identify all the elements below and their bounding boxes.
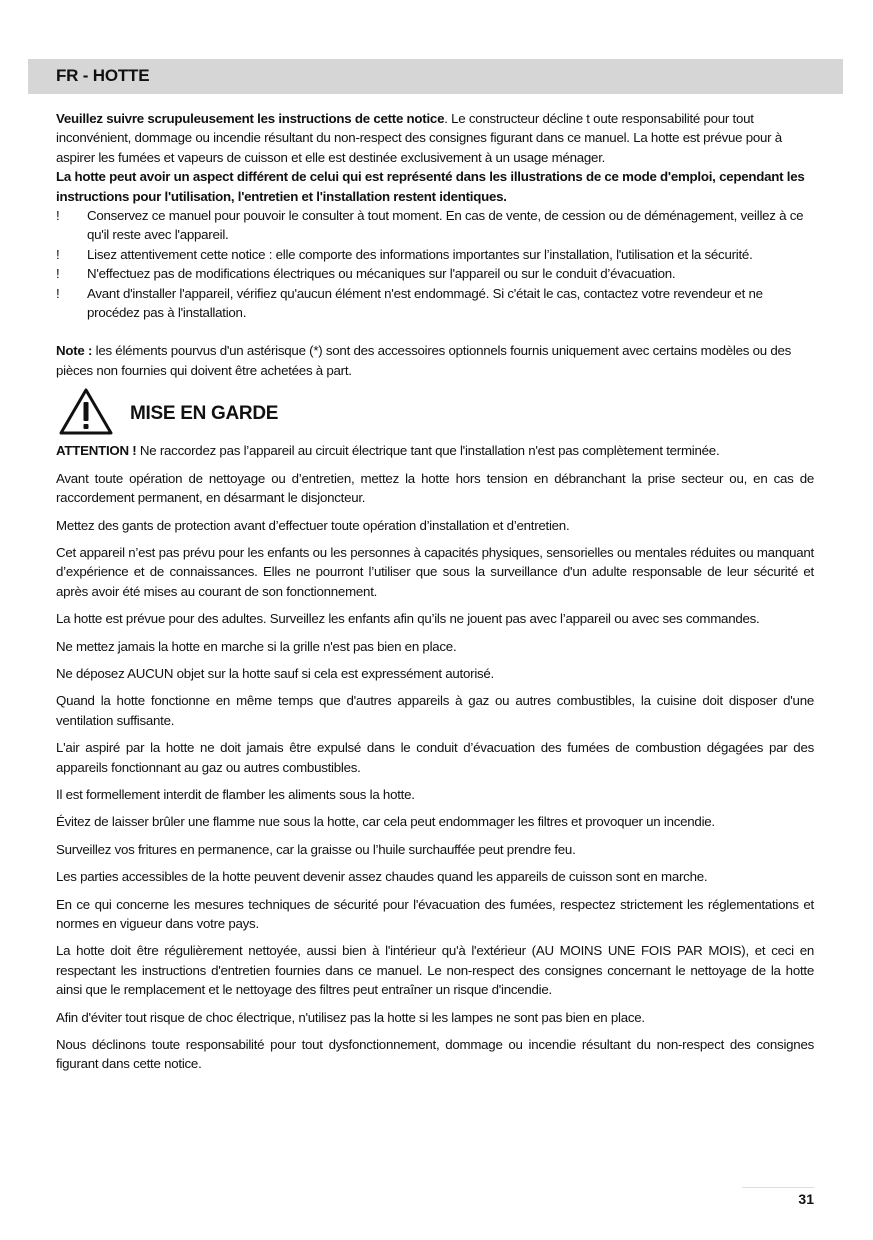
note-paragraph [56,341,814,380]
page-content [56,109,814,1074]
attention-text: Ne raccordez pas l’appareil au circuit électrique tant que l'installation n'est pas complètement terminée. [136,443,720,459]
list-item [56,264,814,283]
note-text: les éléments pourvus d'un astérisque (*) sont des accessoires optionnels fournis uniquement avec certains modèles ou des pièces non fournies qui doivent être achetées à part. [56,343,792,378]
warning-paragraph: Surveillez vos fritures en permanence, car la graisse ou l’huile surchauffée peut prendre feu. [56,841,576,857]
intro-bold-notice: La hotte peut avoir un aspect différent de celui qui est représenté dans les illustrations de ce mode d'emploi, cependant les instructions pour l'utilisation, l'entretien et l'installation restent identiques. [56,169,805,204]
section-header-bar [28,59,843,94]
footer-divider [742,1187,814,1188]
warning-paragraph: Avant toute opération de nettoyage ou d’entretien, mettez la hotte hors tension en débranchant la prise secteur ou, en cas de raccordement permanent, en désarmant le disjoncteur. [56,470,814,506]
warning-paragraph: Afin d'éviter tout risque de choc électrique, n'utilisez pas la hotte si les lampes ne sont pas bien en place. [56,1009,645,1025]
bullet-text: N'effectuez pas de modifications électriques ou mécaniques sur l'appareil ou sur le conduit d’évacuation. [87,266,676,282]
list-item [56,206,814,245]
warning-heading [56,387,814,435]
warning-paragraph: La hotte est prévue pour des adultes. Surveillez les enfants afin qu’ils ne jouent pas avec l’appareil ou avec ses commandes. [56,611,760,627]
list-item [56,245,814,264]
bullet-text: Avant d'installer l'appareil, vérifiez qu'aucun élément n'est endommagé. Si c'était le cas, contactez votre revendeur et ne procédez pas à l'installation. [87,285,763,321]
intro-bold-lead: Veuillez suivre scrupuleusement les instructions de cette notice [56,111,445,126]
warning-paragraph: Les parties accessibles de la hotte peuvent devenir assez chaudes quand les appareils de cuisson sont en marche. [56,869,708,885]
bullet-text: Conservez ce manuel pour pouvoir le consulter à tout moment. En cas de vente, de cession ou de déménagement, veillez à ce qu'il reste avec l'appareil. [87,208,804,243]
bullet-mark: ! [56,246,60,262]
warning-paragraph: Ne déposez AUCUN objet sur la hotte sauf si cela est expressément autorisé. [56,665,495,681]
warning-paragraph: Cet appareil n’est pas prévu pour les enfants ou les personnes à capacités physiques, sensorielles ou mentales réduites ou manquant d’expérience et de connaissances. Elles ne pourront l’utiliser que sous la surveillance d'un adulte responsable de leur sécurité et après avoir été mises au courant de son fonctionnement. [56,544,814,599]
bullet-text: Lisez attentivement cette notice : elle comporte des informations importantes sur l’installation, l'utilisation et la sécurité. [87,246,753,262]
attention-label: ATTENTION ! [56,443,137,459]
warning-paragraph: Il est formellement interdit de flamber les aliments sous la hotte. [56,786,415,802]
page-number: 31 [798,1191,814,1207]
safety-bullet-list [56,206,814,322]
intro-paragraph [56,109,814,206]
note-label: Note : [56,343,93,359]
warning-title: MISE EN GARDE [130,403,279,425]
warning-paragraph: La hotte doit être régulièrement nettoyée, aussi bien à l'intérieur qu'à l'extérieur (AU MOINS UNE FOIS PAR MOIS), et ceci en respectant les instructions d'entretien fournies dans ce manuel. Le non-respect des consignes concernant le nettoyage de la hotte ainsi que le remplacement et le nettoyage des filtres peut entraîner un risque d'incendie. [56,943,814,998]
intro-text: . Le constructeur décline t oute responsabilité pour tout inconvénient, dommage ou incendie résultant du non-respect des consignes figurant dans ce manuel. La hotte est prévue pour à aspirer les fumées et vapeurs de cuisson et elle est destinée exclusivement à un usage ménager. [56,111,782,165]
bullet-mark: ! [56,208,60,224]
attention-paragraph [56,441,814,460]
section-title: FR - HOTTE [56,66,150,85]
warning-paragraph: Ne mettez jamais la hotte en marche si la grille n'est pas bien en place. [56,638,457,654]
warning-paragraph: Nous déclinons toute responsabilité pour tout dysfonctionnement, dommage ou incendie résultant du non-respect des consignes figurant dans cette notice. [56,1037,814,1072]
warning-paragraph: L'air aspiré par la hotte ne doit jamais être expulsé dans le conduit d’évacuation des fumées de combustion dégagées par des appareils fonctionnant au gaz ou autres combustibles. [56,740,814,775]
warning-triangle-icon [58,387,114,437]
bullet-mark: ! [56,266,60,282]
warning-paragraph: En ce qui concerne les mesures techniques de sécurité pour l'évacuation des fumées, respectez strictement les réglementations et normes en vigueur dans votre pays. [56,896,814,931]
list-item [56,284,814,323]
warning-paragraph: Évitez de laisser brûler une flamme nue sous la hotte, car cela peut endommager les filtres et provoquer un incendie. [56,814,715,830]
warning-paragraph: Mettez des gants de protection avant d’effectuer toute opération d’installation et d’entretien. [56,517,570,533]
bullet-mark: ! [56,285,60,301]
warning-paragraph: Quand la hotte fonctionne en même temps que d'autres appareils à gaz ou autres combustibles, la cuisine doit disposer d'une ventilation suffisante. [56,693,814,728]
